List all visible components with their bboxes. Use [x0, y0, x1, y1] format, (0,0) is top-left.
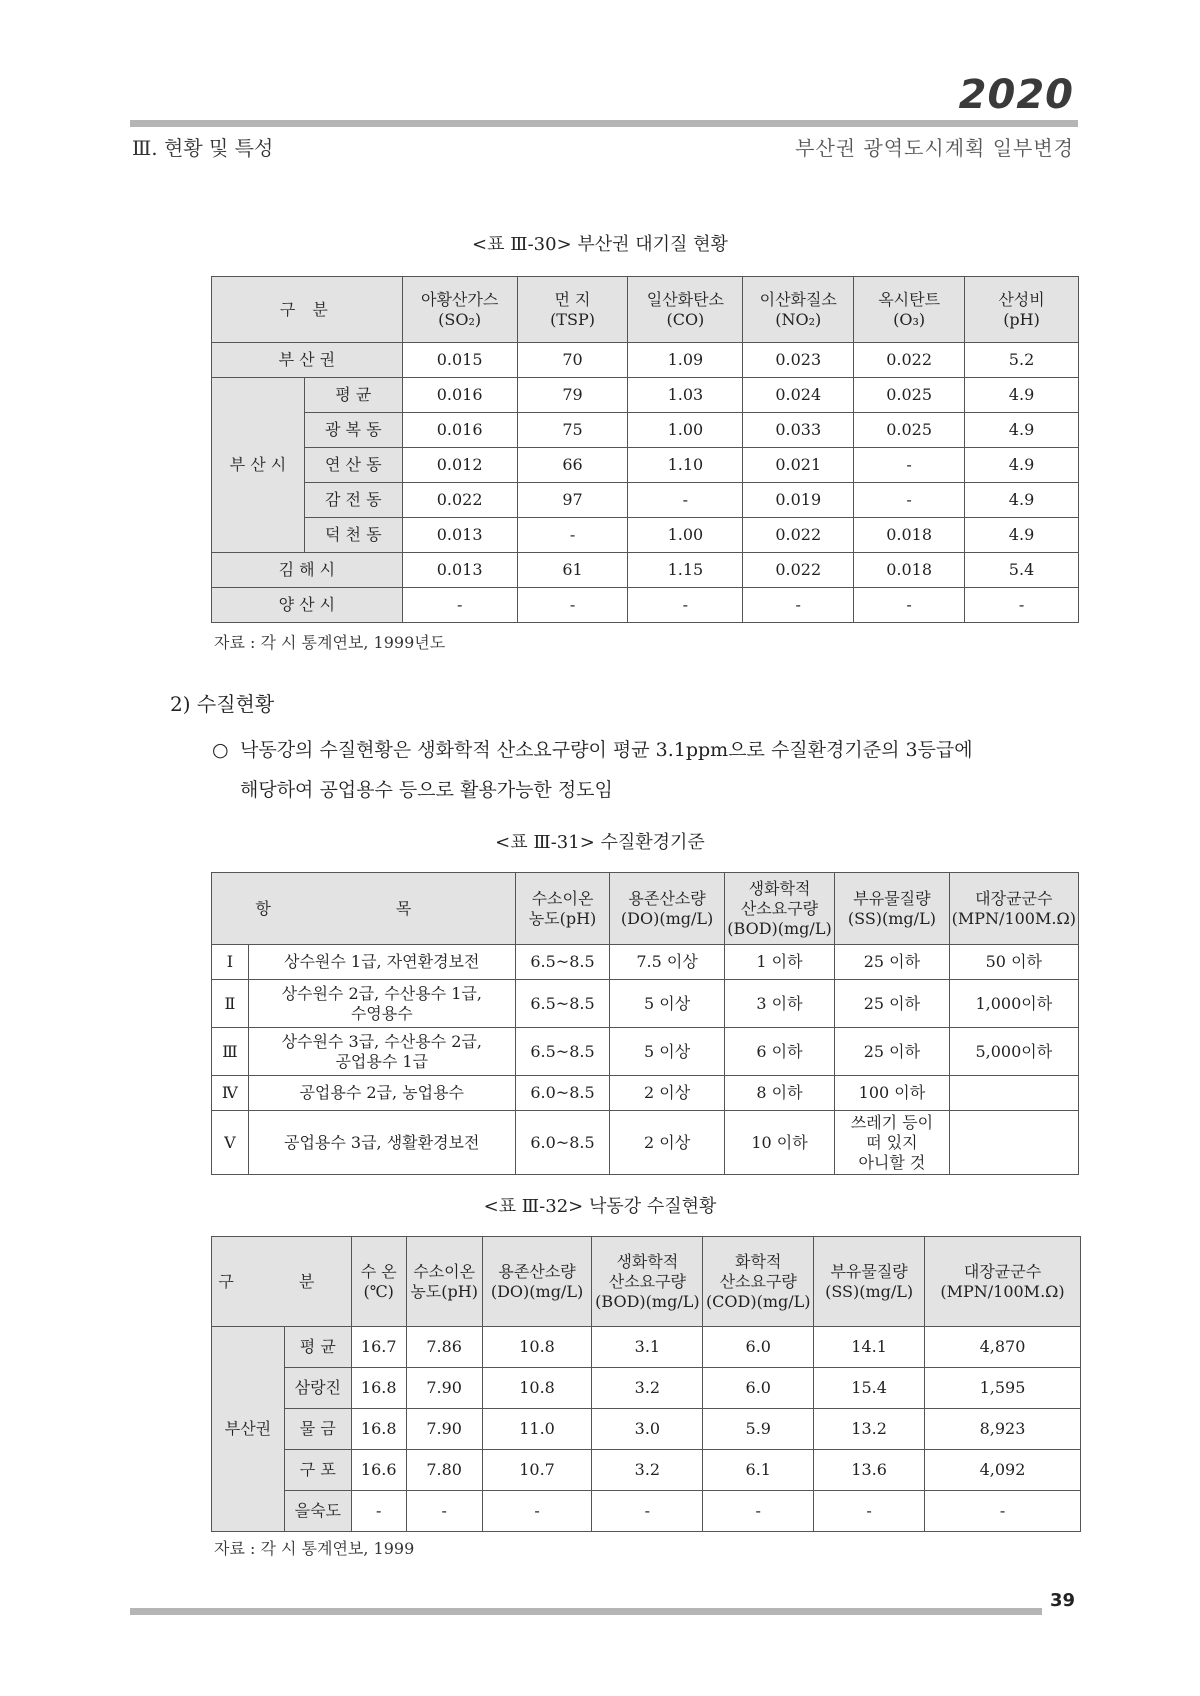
cell: 15.4 — [814, 1368, 925, 1409]
table-row — [212, 1111, 1079, 1175]
cell: 1 이하 — [724, 945, 834, 980]
section-title: 2) 수질현황 — [170, 692, 275, 716]
cell: - — [482, 1491, 592, 1532]
cell: 0.022 — [743, 518, 854, 553]
cell: - — [592, 1491, 703, 1532]
cell: 3.2 — [592, 1450, 703, 1491]
cell: 6.0 — [703, 1368, 814, 1409]
cell: 10.7 — [482, 1450, 592, 1491]
cell: 100 이하 — [835, 1076, 949, 1111]
cell: - — [628, 588, 743, 623]
cell: 0.019 — [743, 483, 854, 518]
table32-head-bod: 생화학적 산소요구량 (BOD)(mg/L) — [592, 1237, 703, 1327]
table32-head-ss: 부유물질량 (SS)(mg/L) — [814, 1237, 925, 1327]
table31-head-bod: 생화학적 산소요구량 (BOD)(mg/L) — [724, 873, 834, 945]
table-row — [212, 378, 1079, 413]
table30-head-so2: 아황산가스 (SO₂) — [402, 277, 517, 343]
table31-caption: <표 Ⅲ-31> 수질환경기준 — [495, 832, 705, 853]
table30-source: 자료 : 각 시 통계연보, 1999년도 — [214, 633, 446, 652]
cell: 7.90 — [406, 1368, 482, 1409]
table-row — [212, 1450, 1081, 1491]
cell: 25 이하 — [835, 980, 949, 1028]
cell: 16.8 — [351, 1368, 406, 1409]
cell: 97 — [517, 483, 628, 518]
cell: - — [703, 1491, 814, 1532]
cell: - — [628, 483, 743, 518]
grade-cell: Ⅱ — [212, 980, 249, 1028]
table32-head-category: 구 분 — [212, 1237, 352, 1327]
table-row — [212, 945, 1079, 980]
cell: 5 이상 — [610, 1028, 724, 1076]
cell: 0.022 — [402, 483, 517, 518]
cell: 4.9 — [965, 483, 1079, 518]
cell: 0.024 — [743, 378, 854, 413]
cell: 0.033 — [743, 413, 854, 448]
sub-row-label: 구 포 — [284, 1450, 351, 1491]
cell: 16.6 — [351, 1450, 406, 1491]
cell: 70 — [517, 343, 628, 378]
cell: - — [402, 588, 517, 623]
cell: 7.86 — [406, 1327, 482, 1368]
cell: 5.4 — [965, 553, 1079, 588]
sub-row-label: 물 금 — [284, 1409, 351, 1450]
row-label-yangsan: 양 산 시 — [212, 588, 403, 623]
cell: 3 이하 — [724, 980, 834, 1028]
sub-row-label: 감 전 동 — [304, 483, 402, 518]
table-row — [212, 518, 1079, 553]
row-label-gimhae: 김 해 시 — [212, 553, 403, 588]
cell: 0.021 — [743, 448, 854, 483]
cell — [949, 1076, 1078, 1111]
table32-caption: <표 Ⅲ-32> 낙동강 수질현황 — [483, 1196, 717, 1217]
cell: 16.8 — [351, 1409, 406, 1450]
cell: 0.022 — [743, 553, 854, 588]
table30-head-ph: 산성비 (pH) — [965, 277, 1079, 343]
cell: 1.09 — [628, 343, 743, 378]
nakdong-water-quality-table — [211, 1236, 1081, 1532]
cell: 0.012 — [402, 448, 517, 483]
cell: 5.2 — [965, 343, 1079, 378]
table30-head-tsp: 먼 지 (TSP) — [517, 277, 628, 343]
use-cell: 상수원수 3급, 수산용수 2급, 공업용수 1급 — [248, 1028, 515, 1076]
cell: - — [965, 588, 1079, 623]
cell: 4,092 — [925, 1450, 1081, 1491]
table-row — [212, 1076, 1079, 1111]
water-quality-standard-table — [211, 872, 1079, 1175]
table32-source: 자료 : 각 시 통계연보, 1999 — [214, 1539, 415, 1558]
footer-rule — [130, 1608, 1042, 1615]
cell: - — [854, 483, 965, 518]
cell: 50 이하 — [949, 945, 1078, 980]
table-row — [212, 553, 1079, 588]
table-row — [212, 448, 1079, 483]
cell: 10.8 — [482, 1368, 592, 1409]
cell: 6.5~8.5 — [515, 1028, 610, 1076]
cell: 7.80 — [406, 1450, 482, 1491]
sub-row-label: 평 균 — [284, 1327, 351, 1368]
cell: 쓰레기 등이 떠 있지 아니할 것 — [835, 1111, 949, 1175]
cell: 1,595 — [925, 1368, 1081, 1409]
cell: 0.013 — [402, 518, 517, 553]
table31-head-do: 용존산소량 (DO)(mg/L) — [610, 873, 724, 945]
cell: 1,000이하 — [949, 980, 1078, 1028]
cell: 6.5~8.5 — [515, 980, 610, 1028]
cell: - — [925, 1491, 1081, 1532]
table30-caption: <표 Ⅲ-30> 부산권 대기질 현황 — [472, 234, 728, 255]
cell: 7.90 — [406, 1409, 482, 1450]
header-rule — [130, 120, 1078, 127]
cell: - — [814, 1491, 925, 1532]
sub-row-label: 을숙도 — [284, 1491, 351, 1532]
section-paragraph: ○ 낙동강의 수질현황은 생화학적 산소요구량이 평균 3.1ppm으로 수질환경기준의 3등급에 해당하여 공업용수 등으로 활용가능한 정도임 — [212, 730, 1082, 810]
cell: 1.00 — [628, 413, 743, 448]
cell: 14.1 — [814, 1327, 925, 1368]
table-row — [212, 1368, 1081, 1409]
table31-head-item: 항 목 — [212, 873, 516, 945]
group-label-busan: 부산권 — [212, 1327, 285, 1532]
use-cell: 상수원수 1급, 자연환경보전 — [248, 945, 515, 980]
table30-head-co: 일산화탄소 (CO) — [628, 277, 743, 343]
cell: 25 이하 — [835, 1028, 949, 1076]
sub-row-label: 광 복 동 — [304, 413, 402, 448]
cell: 4.9 — [965, 518, 1079, 553]
sub-row-label: 연 산 동 — [304, 448, 402, 483]
sub-row-label: 덕 천 동 — [304, 518, 402, 553]
cell: 0.016 — [402, 378, 517, 413]
row-label-busan-region: 부 산 권 — [212, 343, 403, 378]
table-row — [212, 1491, 1081, 1532]
cell: 1.00 — [628, 518, 743, 553]
use-cell: 공업용수 3급, 생활환경보전 — [248, 1111, 515, 1175]
grade-cell: Ⅴ — [212, 1111, 249, 1175]
bullet-icon: ○ — [212, 739, 229, 761]
cell: 79 — [517, 378, 628, 413]
cell: 10.8 — [482, 1327, 592, 1368]
cell: 4,870 — [925, 1327, 1081, 1368]
cell: 5.9 — [703, 1409, 814, 1450]
table-row — [212, 483, 1079, 518]
cell: 5,000이하 — [949, 1028, 1078, 1076]
cell: 6 이하 — [724, 1028, 834, 1076]
table31-head-ph: 수소이온 농도(pH) — [515, 873, 610, 945]
table-row — [212, 413, 1079, 448]
cell: 3.1 — [592, 1327, 703, 1368]
cell: 6.5~8.5 — [515, 945, 610, 980]
table-row — [212, 980, 1079, 1028]
cell: 8 이하 — [724, 1076, 834, 1111]
cell: 10 이하 — [724, 1111, 834, 1175]
cell: 0.025 — [854, 378, 965, 413]
cell: 6.1 — [703, 1450, 814, 1491]
sub-row-label: 삼랑진 — [284, 1368, 351, 1409]
chapter-title: Ⅲ. 현황 및 특성 — [132, 136, 274, 160]
table-row — [212, 588, 1079, 623]
cell: 4.9 — [965, 413, 1079, 448]
document-year: 2020 — [958, 72, 1074, 118]
cell: - — [517, 518, 628, 553]
cell: 1.10 — [628, 448, 743, 483]
cell: 6.0~8.5 — [515, 1111, 610, 1175]
cell: 25 이하 — [835, 945, 949, 980]
cell: 0.016 — [402, 413, 517, 448]
cell: - — [517, 588, 628, 623]
grade-cell: Ⅳ — [212, 1076, 249, 1111]
table-row — [212, 1028, 1079, 1076]
cell: - — [854, 588, 965, 623]
cell: 16.7 — [351, 1327, 406, 1368]
table-row — [212, 343, 1079, 378]
cell: 1.03 — [628, 378, 743, 413]
cell: 61 — [517, 553, 628, 588]
cell: 0.023 — [743, 343, 854, 378]
cell: 4.9 — [965, 448, 1079, 483]
row-label-busan-city: 부 산 시 — [212, 378, 305, 553]
use-cell: 상수원수 2급, 수산용수 1급, 수영용수 — [248, 980, 515, 1028]
table-row — [212, 1409, 1081, 1450]
cell: 0.018 — [854, 518, 965, 553]
cell: 66 — [517, 448, 628, 483]
table31-head-ss: 부유물질량 (SS)(mg/L) — [835, 873, 949, 945]
cell: 2 이상 — [610, 1111, 724, 1175]
table32-head-ph: 수소이온 농도(pH) — [406, 1237, 482, 1327]
cell — [949, 1111, 1078, 1175]
table30-head-no2: 이산화질소 (NO₂) — [743, 277, 854, 343]
cell: 0.015 — [402, 343, 517, 378]
table30-head-o3: 옥시탄트 (O₃) — [854, 277, 965, 343]
cell: 0.022 — [854, 343, 965, 378]
page-number: 39 — [1049, 1590, 1075, 1611]
cell: 0.013 — [402, 553, 517, 588]
cell: 3.0 — [592, 1409, 703, 1450]
cell: - — [351, 1491, 406, 1532]
table32-head-cod: 화학적 산소요구량 (COD)(mg/L) — [703, 1237, 814, 1327]
cell: 6.0 — [703, 1327, 814, 1368]
cell: - — [406, 1491, 482, 1532]
use-cell: 공업용수 2급, 농업용수 — [248, 1076, 515, 1111]
table32-head-coli: 대장균군수 (MPN/100M.Ω) — [925, 1237, 1081, 1327]
cell: 1.15 — [628, 553, 743, 588]
cell: 5 이상 — [610, 980, 724, 1028]
cell: 13.2 — [814, 1409, 925, 1450]
cell: 7.5 이상 — [610, 945, 724, 980]
cell: 11.0 — [482, 1409, 592, 1450]
cell: 8,923 — [925, 1409, 1081, 1450]
cell: 2 이상 — [610, 1076, 724, 1111]
cell: - — [743, 588, 854, 623]
cell: 4.9 — [965, 378, 1079, 413]
air-quality-table — [211, 276, 1079, 623]
cell: - — [854, 448, 965, 483]
cell: 75 — [517, 413, 628, 448]
table30-head-category: 구 분 — [212, 277, 403, 343]
grade-cell: Ⅰ — [212, 945, 249, 980]
table32-head-temp: 수 온 (℃) — [351, 1237, 406, 1327]
document-title: 부산권 광역도시계획 일부변경 — [795, 136, 1074, 160]
grade-cell: Ⅲ — [212, 1028, 249, 1076]
cell: 3.2 — [592, 1368, 703, 1409]
sub-row-label: 평 균 — [304, 378, 402, 413]
cell: 0.018 — [854, 553, 965, 588]
cell: 6.0~8.5 — [515, 1076, 610, 1111]
table-row — [212, 1327, 1081, 1368]
table32-head-do: 용존산소량 (DO)(mg/L) — [482, 1237, 592, 1327]
cell: 0.025 — [854, 413, 965, 448]
cell: 13.6 — [814, 1450, 925, 1491]
table31-head-coli: 대장균군수 (MPN/100M.Ω) — [949, 873, 1078, 945]
